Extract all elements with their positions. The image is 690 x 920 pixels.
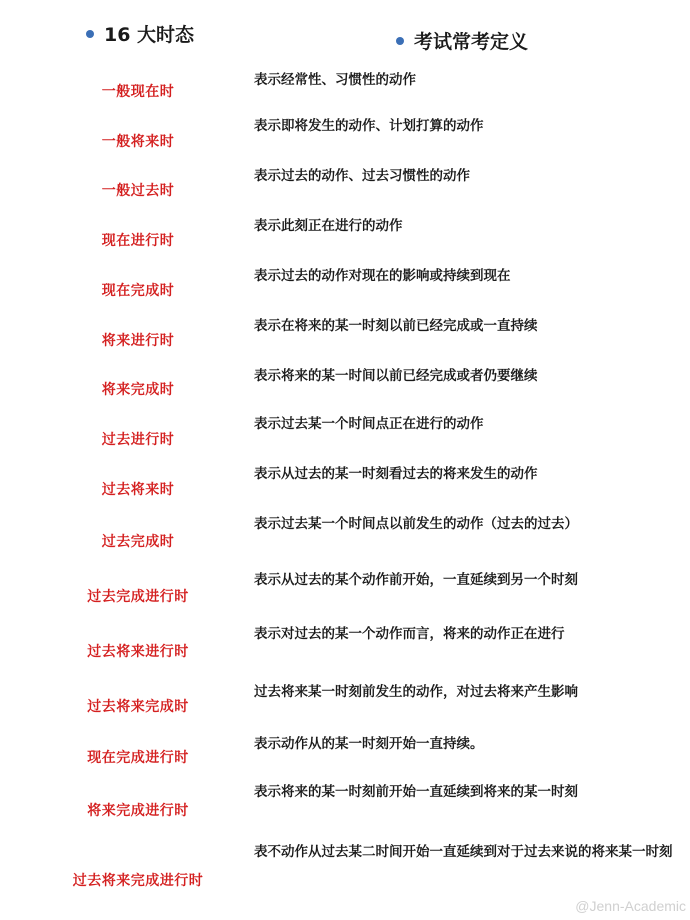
tense-definition: 表示经常性、习惯性的动作 [254, 72, 416, 88]
tense-definition: 表示过去的动作对现在的影响或持续到现在 [254, 268, 511, 284]
tense-name: 过去将来进行时 [87, 644, 189, 660]
tense-definition: 表示即将发生的动作、计划打算的动作 [254, 118, 484, 134]
tense-name: 将来完成进行时 [87, 803, 189, 819]
header-definitions-label: 考试常考定义 [414, 31, 529, 53]
watermark: @Jenn-Academic [575, 898, 686, 914]
tense-name: 将来进行时 [101, 333, 175, 349]
tense-definition: 表示动作从的某一时刻开始一直持续。 [254, 736, 484, 752]
tense-name: 现在完成进行时 [87, 750, 189, 766]
header-definitions [396, 27, 528, 54]
tense-name: 过去进行时 [101, 432, 175, 448]
bullet-icon [86, 30, 94, 38]
tense-name: 将来完成时 [101, 382, 175, 398]
tense-name: 过去完成进行时 [87, 589, 189, 605]
tense-definition: 表示对过去的某一个动作而言，将来的动作正在进行 [254, 626, 565, 642]
header-tenses [86, 20, 194, 47]
tense-name: 现在进行时 [101, 233, 175, 249]
tense-definition: 表示从过去的某个动作前开始，一直延续到另一个时刻 [254, 572, 578, 588]
tense-definition: 表示将来的某一时刻前开始一直延续到将来的某一时刻 [254, 784, 578, 800]
tense-definition: 表示从过去的某一时刻看过去的将来发生的动作 [254, 466, 538, 482]
tense-name: 现在完成时 [101, 283, 175, 299]
tense-definition: 表示过去某一个时间点以前发生的动作（过去的过去） [254, 516, 578, 532]
tense-name: 过去将来完成进行时 [72, 873, 204, 889]
tense-name: 一般现在时 [101, 84, 175, 100]
header-tenses-label: 16 大时态 [104, 24, 195, 46]
tense-name: 过去完成时 [101, 534, 175, 550]
tense-name: 过去将来时 [101, 482, 175, 498]
tense-definition: 表示将来的某一时间以前已经完成或者仍要继续 [254, 368, 538, 384]
tense-definition: 过去将来某一时刻前发生的动作，对过去将来产生影响 [254, 684, 578, 700]
tense-definition: 表示过去的动作、过去习惯性的动作 [254, 168, 470, 184]
tense-definition: 表不动作从过去某二时间开始一直延续到对于过去来说的将来某一时刻 [254, 844, 673, 860]
tense-name: 一般将来时 [101, 134, 175, 150]
tense-definition: 表示此刻正在进行的动作 [254, 218, 403, 234]
tense-definition: 表示过去某一个时间点正在进行的动作 [254, 416, 484, 432]
tense-name: 一般过去时 [101, 183, 175, 199]
tense-definition: 表示在将来的某一时刻以前已经完成或一直持续 [254, 318, 538, 334]
tense-name: 过去将来完成时 [87, 699, 189, 715]
bullet-icon [396, 37, 404, 45]
